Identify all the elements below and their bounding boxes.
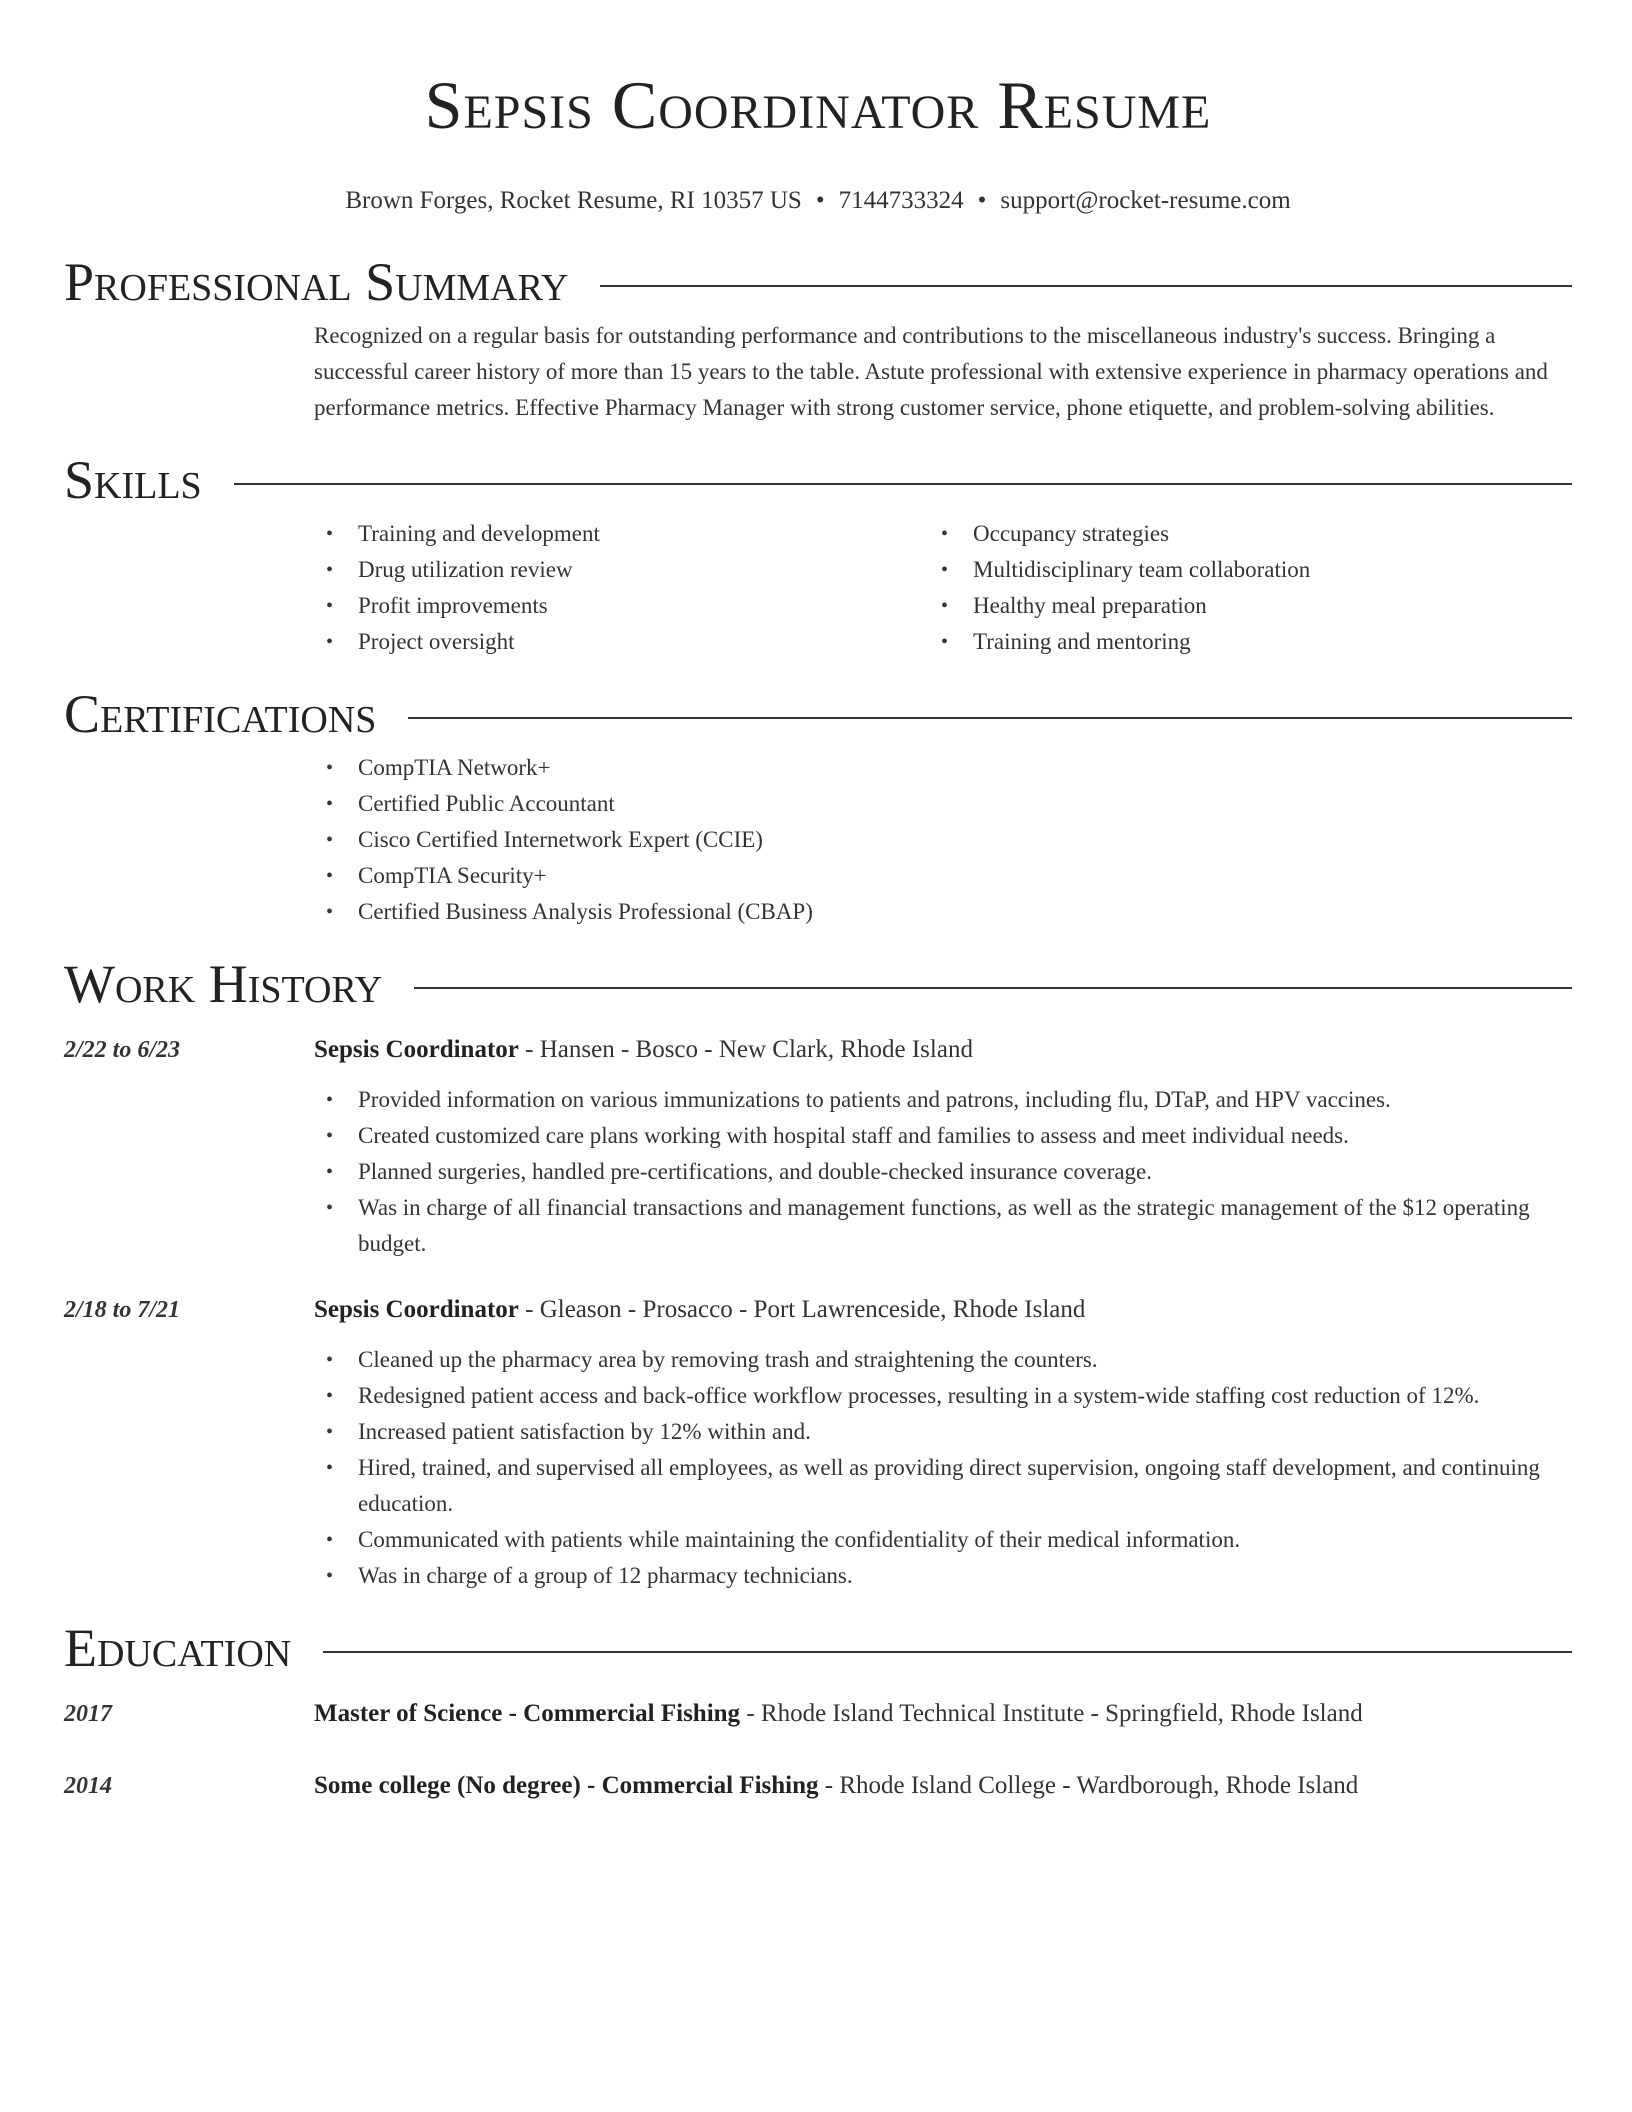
education-body — [314, 1768, 1572, 1804]
job-bullet: • Increased patient satisfaction by 12% within and. — [314, 1414, 1572, 1450]
job-entry — [64, 1032, 1572, 1262]
certification-item: • CompTIA Security+ — [314, 858, 1572, 894]
resume-title: Sepsis Coordinator Resume — [424, 67, 1212, 143]
job-bullet: • Provided information on various immunizations to patients and patrons, including flu, DTaP, and HPV vaccines. — [314, 1082, 1572, 1118]
education-section-header — [64, 1618, 1572, 1678]
job-heading — [314, 1032, 1572, 1068]
education-school: - Rhode Island College - Wardborough, Rhode Island — [818, 1772, 1359, 1799]
skills-heading: Skills — [64, 450, 202, 510]
contact-phone: 7144733324 — [838, 187, 964, 214]
section-rule — [408, 717, 1572, 719]
education-school: - Rhode Island Technical Institute - Springfield, Rhode Island — [740, 1700, 1363, 1727]
contact-separator: • — [815, 187, 825, 214]
job-bullet: • Communicated with patients while maintaining the confidentiality of their medical information. — [314, 1522, 1572, 1558]
contact-line — [64, 186, 1572, 216]
summary-text: Recognized on a regular basis for outstanding performance and contributions to the miscellaneous industry's success. Bringing a successful career history of more than 15 years to the table. Astute professional with extensive experience in pharmacy operations and performance metrics. Effective Pharmacy Manager with strong customer service, phone etiquette, and problem-solving abilities. — [314, 323, 1548, 420]
education-heading-line — [314, 1696, 1572, 1732]
work-history-heading: Work History — [64, 954, 383, 1014]
education-entry — [64, 1768, 1572, 1804]
section-rule — [600, 285, 1572, 287]
skill-item: • Multidisciplinary team collaboration — [929, 552, 1544, 588]
skill-item: • Profit improvements — [314, 588, 929, 624]
job-bullet: • Cleaned up the pharmacy area by removing trash and straightening the counters. — [314, 1342, 1572, 1378]
job-bullet: • Was in charge of a group of 12 pharmacy technicians. — [314, 1558, 1572, 1594]
job-bullets — [314, 1342, 1572, 1594]
certification-item: • CompTIA Network+ — [314, 750, 1572, 786]
section-rule — [414, 987, 1572, 989]
skill-item: • Occupancy strategies — [929, 516, 1544, 552]
skills-list — [314, 516, 1572, 660]
certifications-heading: Certifications — [64, 684, 377, 744]
section-rule — [323, 1651, 1572, 1653]
education-year: 2017 — [64, 1701, 112, 1727]
job-bullet: • Created customized care plans working with hospital staff and families to assess and meet individual needs. — [314, 1118, 1572, 1154]
skills-column-left — [314, 516, 929, 660]
contact-separator: • — [977, 187, 987, 214]
job-bullet: • Planned surgeries, handled pre-certifications, and double-checked insurance coverage. — [314, 1154, 1572, 1190]
education-degree: Some college (No degree) - Commercial Fishing — [314, 1772, 819, 1799]
education-entry — [64, 1696, 1572, 1732]
skill-item: • Training and mentoring — [929, 624, 1544, 660]
work-history-section-header — [64, 954, 1572, 1014]
certifications-list — [314, 750, 1572, 930]
job-company: - Hansen - Bosco - New Clark, Rhode Island — [518, 1036, 973, 1063]
skill-item: • Healthy meal preparation — [929, 588, 1544, 624]
certifications-section-header — [64, 684, 1572, 744]
job-dates: 2/18 to 7/21 — [64, 1297, 181, 1323]
summary-section-header — [64, 252, 1572, 312]
education-heading: Education — [64, 1618, 292, 1678]
job-entry — [64, 1292, 1572, 1594]
education-year: 2014 — [64, 1773, 112, 1799]
job-company: - Gleason - Prosacco - Port Lawrenceside, Rhode Island — [518, 1296, 1086, 1323]
section-rule — [234, 483, 1572, 485]
skill-item: • Training and development — [314, 516, 929, 552]
job-dates: 2/22 to 6/23 — [64, 1037, 181, 1063]
certification-item: • Certified Public Accountant — [314, 786, 1572, 822]
contact-address: Brown Forges, Rocket Resume, RI 10357 US — [345, 187, 802, 214]
job-title: Sepsis Coordinator — [314, 1036, 519, 1063]
skills-section-header — [64, 450, 1572, 510]
job-bullets — [314, 1082, 1572, 1262]
summary-heading: Professional Summary — [64, 252, 569, 312]
skill-item: • Drug utilization review — [314, 552, 929, 588]
certification-item: • Certified Business Analysis Professional (CBAP) — [314, 894, 1572, 930]
job-heading — [314, 1292, 1572, 1328]
job-body — [314, 1032, 1572, 1262]
job-bullet: • Redesigned patient access and back-office workflow processes, resulting in a system-wide staffing cost reduction of 12%. — [314, 1378, 1572, 1414]
skill-item: • Project oversight — [314, 624, 929, 660]
skills-column-right — [929, 516, 1544, 660]
education-body — [314, 1696, 1572, 1732]
resume-page — [64, 0, 1572, 1804]
education-degree: Master of Science - Commercial Fishing — [314, 1700, 741, 1727]
job-bullet: • Was in charge of all financial transactions and management functions, as well as the strategic management of the $12 operating budget. — [314, 1190, 1572, 1262]
certification-item: • Cisco Certified Internetwork Expert (CCIE) — [314, 822, 1572, 858]
contact-email: support@rocket-resume.com — [1000, 187, 1291, 214]
job-title: Sepsis Coordinator — [314, 1296, 519, 1323]
education-heading-line — [314, 1768, 1572, 1804]
job-body — [314, 1292, 1572, 1594]
job-bullet: • Hired, trained, and supervised all employees, as well as providing direct supervision, ongoing staff development, and continuing education. — [314, 1450, 1572, 1522]
